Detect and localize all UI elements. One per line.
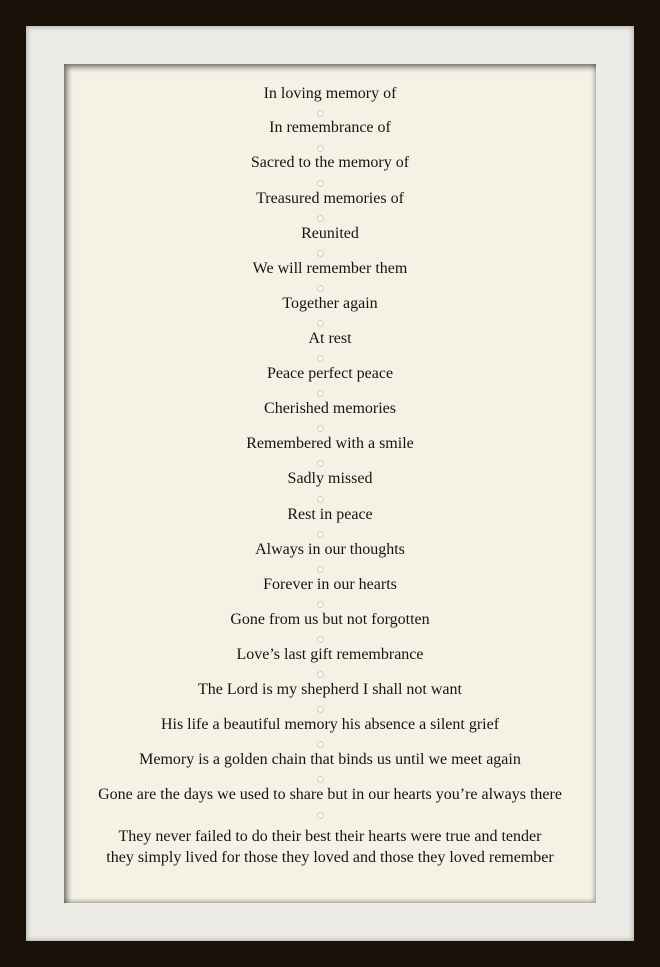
separator-dot-icon [317,776,324,783]
verse-line: Forever in our hearts [263,576,397,593]
verse-line: Love’s last gift remembrance [236,646,424,663]
verse-line: Sadly missed [287,470,373,487]
verse-line: Remembered with a smile [246,435,414,452]
separator-dot-icon [317,145,324,152]
separator-dot-icon [317,355,324,362]
separator-dot-icon [317,812,324,819]
final-verse-line-1: They never failed to do their best their hearts were true and tender [118,828,542,845]
verse-line: Peace perfect peace [266,365,394,382]
verse-line: Treasured memories of [256,190,404,207]
verse-line: Memory is a golden chain that binds us until we meet again [139,751,521,768]
verse-line: Cherished memories [264,400,396,417]
verse-line: Gone from us but not forgotten [230,611,430,628]
verse-line: We will remember them [252,260,408,277]
separator-dot-icon [317,425,324,432]
verse-line: Gone are the days we used to share but in our hearts you’re always there [98,786,562,803]
verse-line: Sacred to the memory of [250,154,410,171]
verse-line: Reunited [301,225,359,242]
separator-dot-icon [317,496,324,503]
final-verse [64,826,596,868]
separator-dot-icon [317,671,324,678]
separator-dot-icon [317,531,324,538]
separator-dot-icon [317,601,324,608]
separator-dot-icon [317,741,324,748]
verse-card [64,64,596,903]
separator-dot-icon [317,110,324,117]
verse-line: Always in our thoughts [255,541,405,558]
separator-dot-icon [317,706,324,713]
separator-dot-icon [317,636,324,643]
separator-dot-icon [317,566,324,573]
separator-dot-icon [317,320,324,327]
final-verse-line-2: they simply lived for those they loved and those they loved remember [106,849,554,866]
verse-line: Together again [282,295,378,312]
verse-line: At rest [308,330,352,347]
separator-dot-icon [317,460,324,467]
separator-dot-icon [317,390,324,397]
verse-line: Rest in peace [287,506,373,523]
separator-dot-icon [317,250,324,257]
verse-line: In loving memory of [263,85,397,102]
separator-dot-icon [317,215,324,222]
verse-line: In remembrance of [269,119,391,136]
separator-dot-icon [317,285,324,292]
separator-dot-icon [317,180,324,187]
verse-line: The Lord is my shepherd I shall not want [198,681,462,698]
verse-line: His life a beautiful memory his absence a silent grief [160,716,500,733]
